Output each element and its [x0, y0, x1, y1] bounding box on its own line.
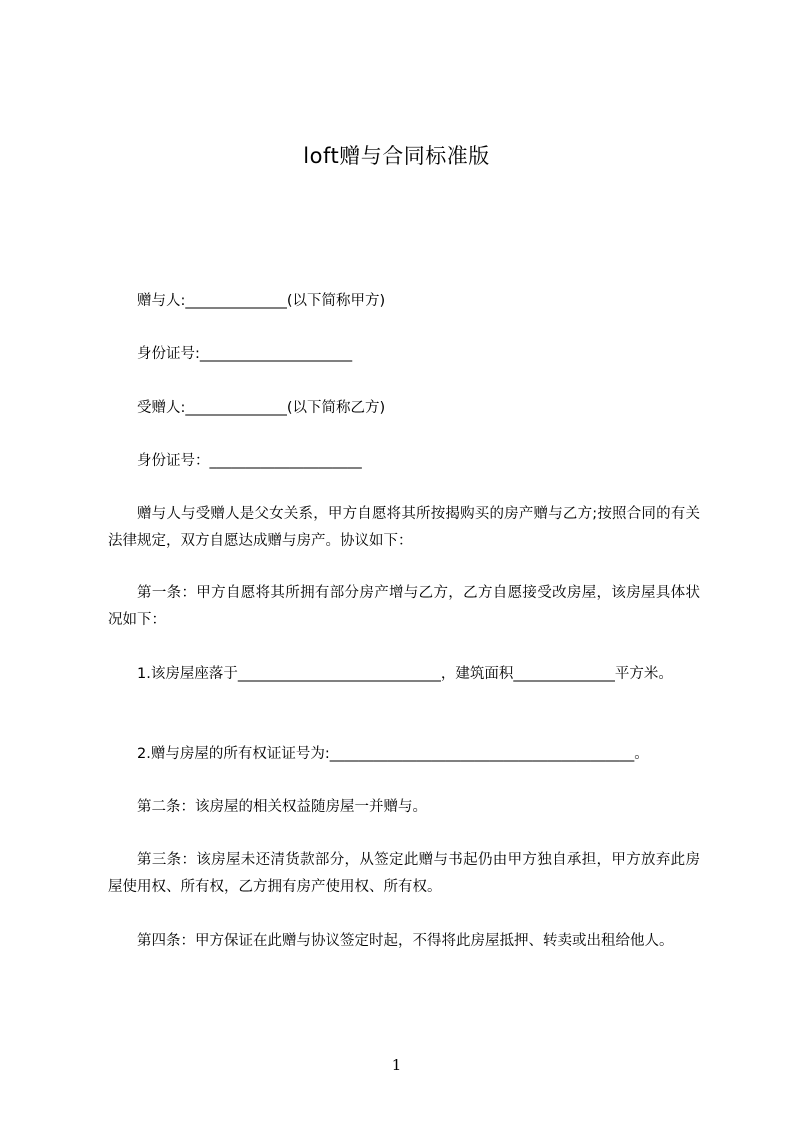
article-1-item-2: 2.赠与房屋的所有权证证号为:__________________________________________。	[137, 746, 649, 762]
donee-field: 受赠人:______________(以下简称乙方)	[137, 400, 386, 416]
page-number: 1	[391, 1056, 402, 1074]
article-3-paragraph: 第三条：该房屋未还清货款部分，从签定此赠与书起仍由甲方独自承担，甲方放弃此房屋使用权、所有权，乙方拥有房产使用权、所有权。	[108, 852, 700, 895]
article-1-item-1: 1.该房屋座落于____________________________，建筑面积______________平方米。	[137, 666, 673, 682]
article-4-paragraph: 第四条：甲方保证在此赠与协议签定时起，不得将此房屋抵押、转卖或出租给他人。	[137, 933, 674, 949]
article-1-paragraph: 第一条：甲方自愿将其所拥有部分房产增与乙方，乙方自愿接受改房屋，该房屋具体状况如下：	[108, 585, 700, 628]
document-title: loft赠与合同标准版	[303, 144, 490, 168]
donor-field: 赠与人:______________(以下简称甲方)	[137, 293, 386, 309]
donee-id-field: 身份证号：_____________________	[137, 453, 362, 469]
intro-paragraph: 赠与人与受赠人是父女关系，甲方自愿将其所按揭购买的房产赠与乙方;按照合同的有关法律规定，双方自愿达成赠与房产。协议如下：	[108, 506, 700, 549]
article-2-paragraph: 第二条：该房屋的相关权益随房屋一并赠与。	[137, 799, 427, 815]
donor-id-field: 身份证号:_____________________	[137, 346, 353, 362]
